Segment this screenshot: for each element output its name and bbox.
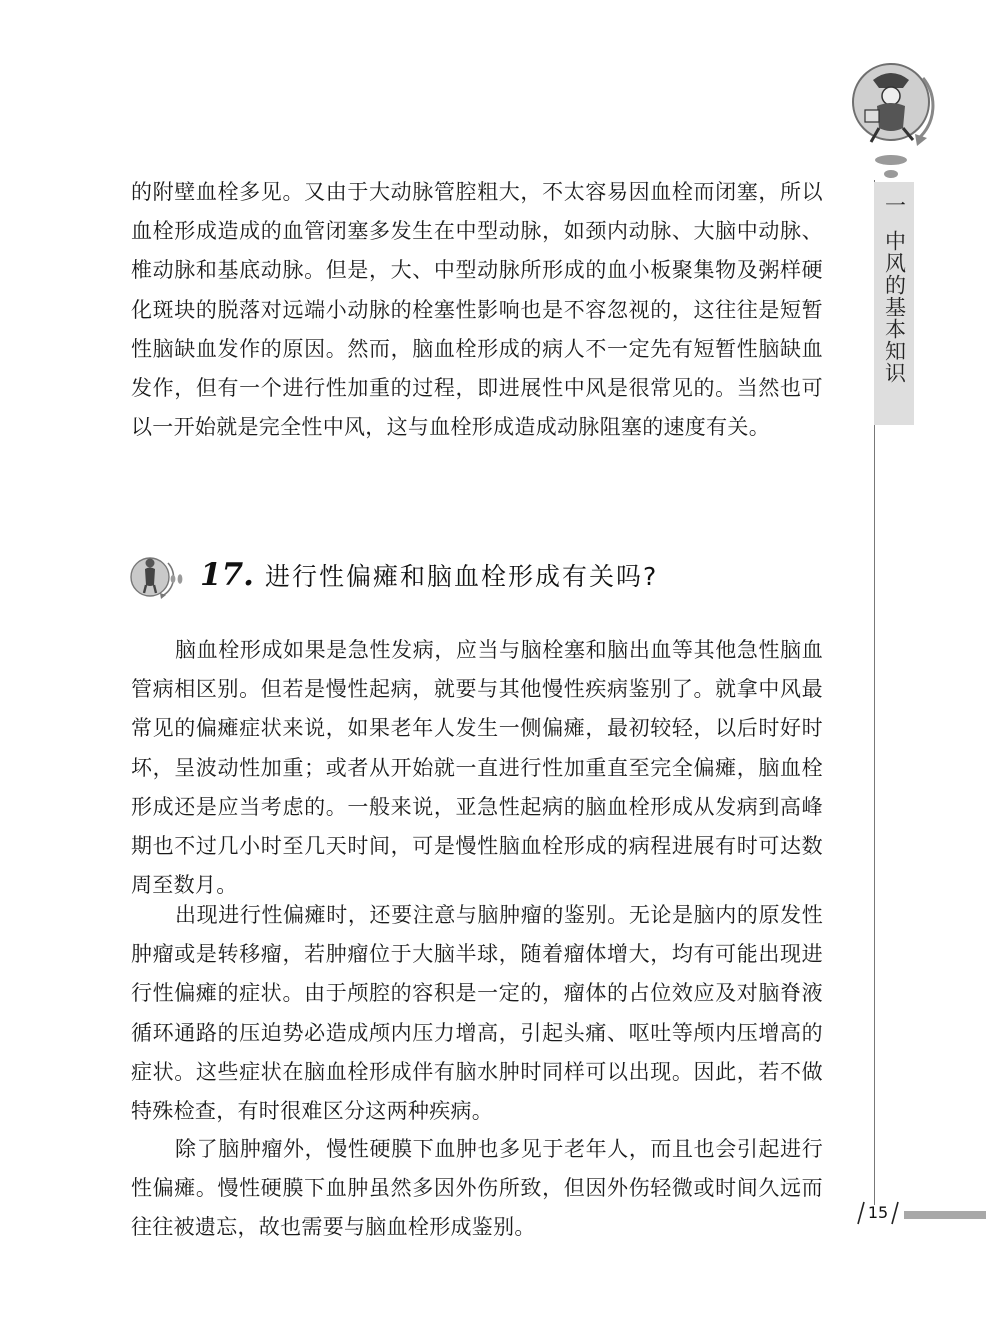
cartoon-doctor-icon bbox=[843, 58, 947, 184]
question-number: 17. bbox=[200, 557, 254, 593]
body-paragraph-3: 除了脑肿瘤外，慢性硬膜下血肿也多见于老年人，而且也会引起进行性偏瘫。慢性硬膜下血肿虽然多因外伤所致，但因外伤轻微或时间久远而往往被遗忘，故也需要与脑血栓形成鉴别。 bbox=[131, 1137, 823, 1240]
body-paragraph-2: 出现进行性偏瘫时，还要注意与脑肿瘤的鉴别。无论是脑内的原发性肿瘤或是转移瘤，若肿瘤位于大脑半球，随着瘤体增大，均有可能出现进行性偏瘫的症状。由于颅腔的容积是一定的，瘤体的占位效应及对脑脊液循环通路的压迫势必造成颅内压力增高，引起头痛、呕吐等颅内压增高的症状。这些症状在脑血栓形成伴有脑水肿时同样可以出现。因此，若不做特殊检查，有时很难区分这两种疾病。 bbox=[131, 903, 823, 1124]
question-title: 进行性偏瘫和脑血栓形成有关吗? bbox=[265, 562, 659, 591]
body-paragraph-1: 脑血栓形成如果是急性发病，应当与脑栓塞和脑出血等其他急性脑血管病相区别。但若是慢性起病，就要与其他慢性疾病鉴别了。就拿中风最常见的偏瘫症状来说，如果老年人发生一侧偏瘫，最初较轻，以后时好时坏，呈波动性加重；或者从开始就一直进行性加重直至完全偏瘫，脑血栓形成还是应当考虑的。一般来说，亚急性起病的脑血栓形成从发病到高峰期也不过几小时至几天时间，可是慢性脑血栓形成的病程进展有时可达数周至数月。 bbox=[131, 638, 823, 898]
question-heading bbox=[128, 547, 828, 607]
chapter-title: 中风的基本知识 bbox=[882, 230, 907, 384]
page-number: 15 bbox=[867, 1203, 889, 1222]
chapter-tab bbox=[874, 182, 914, 425]
chapter-tab-text bbox=[874, 194, 914, 384]
doctor-badge-icon bbox=[128, 549, 186, 605]
body-paragraph-continued: 的附壁血栓多见。又由于大动脉管腔粗大，不太容易因血栓而闭塞，所以血栓形成造成的血管闭塞多发生在中型动脉，如颈内动脉、大脑中动脉、椎动脉和基底动脉。但是，大、中型动脉所形成的血小板聚集物及粥样硬化斑块的脱落对远端小动脉的栓塞性影响也是不容忽视的，这往往是短暂性脑缺血发作的原因。然而，脑血栓形成的病人不一定先有短暂性脑缺血发作，但有一个进行性加重的过程，即进展性中风是很常见的。当然也可以一开始就是完全性中风，这与血栓形成造成动脉阻塞的速度有关。 bbox=[131, 180, 823, 440]
chapter-number: 一 bbox=[882, 194, 907, 216]
